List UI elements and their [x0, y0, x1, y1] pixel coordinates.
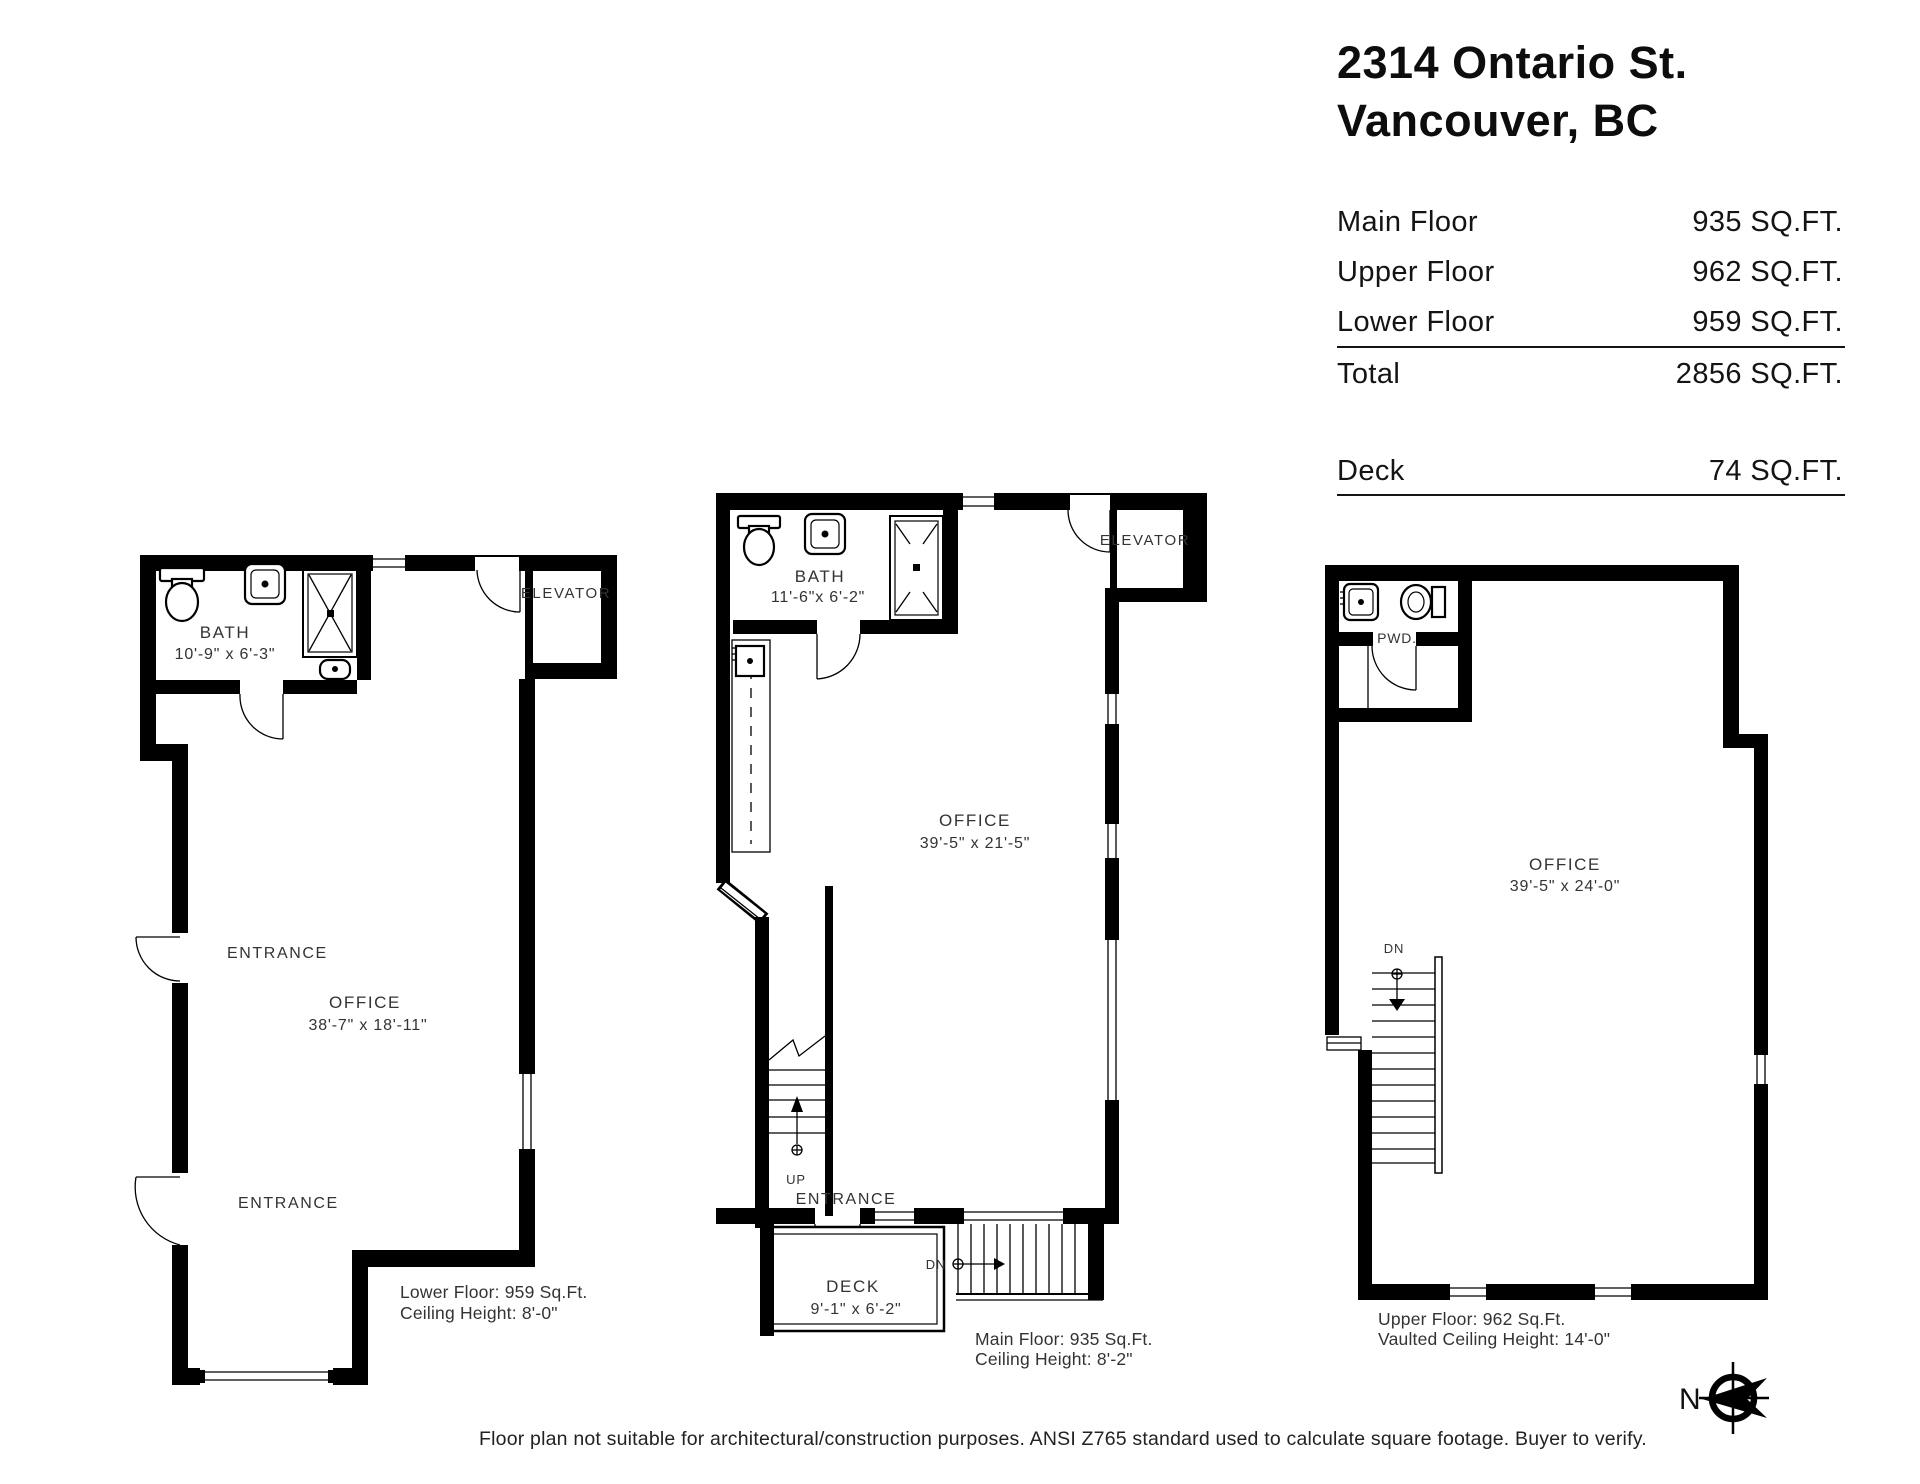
north-compass-icon [1665, 1352, 1795, 1447]
bath-dims: 11'-6"x 6'-2" [770, 589, 866, 606]
toilet-icon [1401, 585, 1445, 619]
area-label: Deck [1337, 455, 1405, 487]
area-value: 962 SQ.FT. [1692, 256, 1843, 288]
entrance-label: ENTRANCE [795, 1191, 897, 1208]
area-value: 935 SQ.FT. [1692, 206, 1843, 238]
window [960, 1208, 1067, 1224]
window [872, 1208, 917, 1224]
office-dims: 39'-5" x 21'-5" [919, 835, 1031, 852]
sink-icon [1340, 584, 1378, 620]
window [1105, 690, 1119, 728]
window [1591, 1284, 1635, 1300]
door-arc [817, 634, 860, 679]
plan-caption: Lower Floor: 959 Sq.Ft. [400, 1282, 588, 1302]
sink-icon [160, 568, 204, 621]
up-label: UP [786, 1172, 806, 1187]
plan-caption: Main Floor: 935 Sq.Ft. [975, 1329, 1153, 1349]
door-arc [1372, 646, 1416, 690]
upper-floor-plan [1318, 553, 1798, 1353]
title-city: Vancouver, BC [1337, 95, 1659, 146]
window [200, 1368, 333, 1385]
dn-label: DN [1383, 941, 1405, 956]
toilet-icon [320, 660, 350, 679]
stairs-down [1372, 941, 1442, 1173]
area-label: Main Floor [1337, 206, 1478, 238]
window [1327, 1037, 1361, 1050]
bath-label: BATH [199, 623, 251, 642]
area-row-total [1337, 358, 1843, 391]
bath-dims: 10'-9" x 6'-3" [174, 646, 276, 663]
window [721, 882, 765, 919]
office-dims: 38'-7" x 18'-11" [308, 1017, 428, 1034]
area-label: Total [1337, 358, 1401, 390]
area-label: Upper Floor [1337, 256, 1495, 288]
area-value: 2856 SQ.FT. [1675, 358, 1843, 390]
lower-floor-plan [128, 548, 640, 1408]
window [1105, 936, 1119, 1104]
window [1105, 820, 1119, 862]
window [1754, 1051, 1768, 1088]
title-address: 2314 Ontario St. [1337, 37, 1688, 88]
plan-caption: Ceiling Height: 8'-2" [975, 1349, 1133, 1369]
area-row-lower-floor [1337, 306, 1843, 339]
powder-label: PWD. [1377, 630, 1417, 646]
entrance-label: ENTRANCE [238, 1195, 339, 1212]
area-row-upper-floor [1337, 256, 1843, 289]
door-arc [240, 694, 283, 739]
elevator-label: ELEVATOR [1099, 532, 1191, 549]
dn-label: DN [925, 1257, 947, 1272]
door-arc [477, 570, 520, 612]
deck-dims: 9'-1" x 6'-2" [810, 1301, 902, 1318]
closet [732, 640, 770, 852]
main-floor-plan [713, 488, 1223, 1438]
door-arc [135, 1177, 180, 1245]
plan-caption: Vaulted Ceiling Height: 14'-0" [1378, 1329, 1611, 1349]
entrance-label: ENTRANCE [227, 945, 328, 962]
total-divider [1337, 346, 1845, 348]
elevator-label: ELEVATOR [520, 585, 612, 602]
office-dims: 39'-5" x 24'-0" [1509, 878, 1621, 895]
area-value: 74 SQ.FT. [1708, 455, 1843, 487]
sink-icon [245, 564, 285, 604]
office-label: OFFICE [939, 811, 1011, 830]
area-label: Lower Floor [1337, 306, 1495, 338]
disclaimer-text: Floor plan not suitable for architectural/construction purposes. ANSI Z765 standard used to calculate square footage. Buyer to verify. [479, 1428, 1647, 1450]
shower-icon [890, 516, 943, 620]
office-label: OFFICE [1529, 855, 1601, 874]
office-label: OFFICE [329, 993, 401, 1012]
page-title [1337, 34, 1688, 150]
deck [760, 1224, 947, 1336]
stairs-up [769, 886, 833, 1216]
sink-icon [805, 514, 845, 554]
shower-icon [303, 569, 357, 657]
window [519, 1070, 535, 1153]
deck-label: DECK [826, 1277, 880, 1296]
window [1446, 1284, 1490, 1300]
plan-caption: Upper Floor: 962 Sq.Ft. [1378, 1309, 1566, 1329]
area-value: 959 SQ.FT. [1692, 306, 1843, 338]
window [370, 555, 408, 571]
deck-divider [1337, 494, 1845, 496]
bath-label: BATH [794, 567, 846, 586]
door-arc [136, 937, 180, 981]
north-label: N [1679, 1383, 1701, 1416]
sink-icon [738, 516, 780, 565]
area-row-main-floor [1337, 206, 1843, 239]
plan-caption: Ceiling Height: 8'-0" [400, 1303, 558, 1323]
window [960, 493, 997, 510]
stairs-down [926, 1224, 1104, 1300]
area-row-deck [1337, 455, 1843, 488]
